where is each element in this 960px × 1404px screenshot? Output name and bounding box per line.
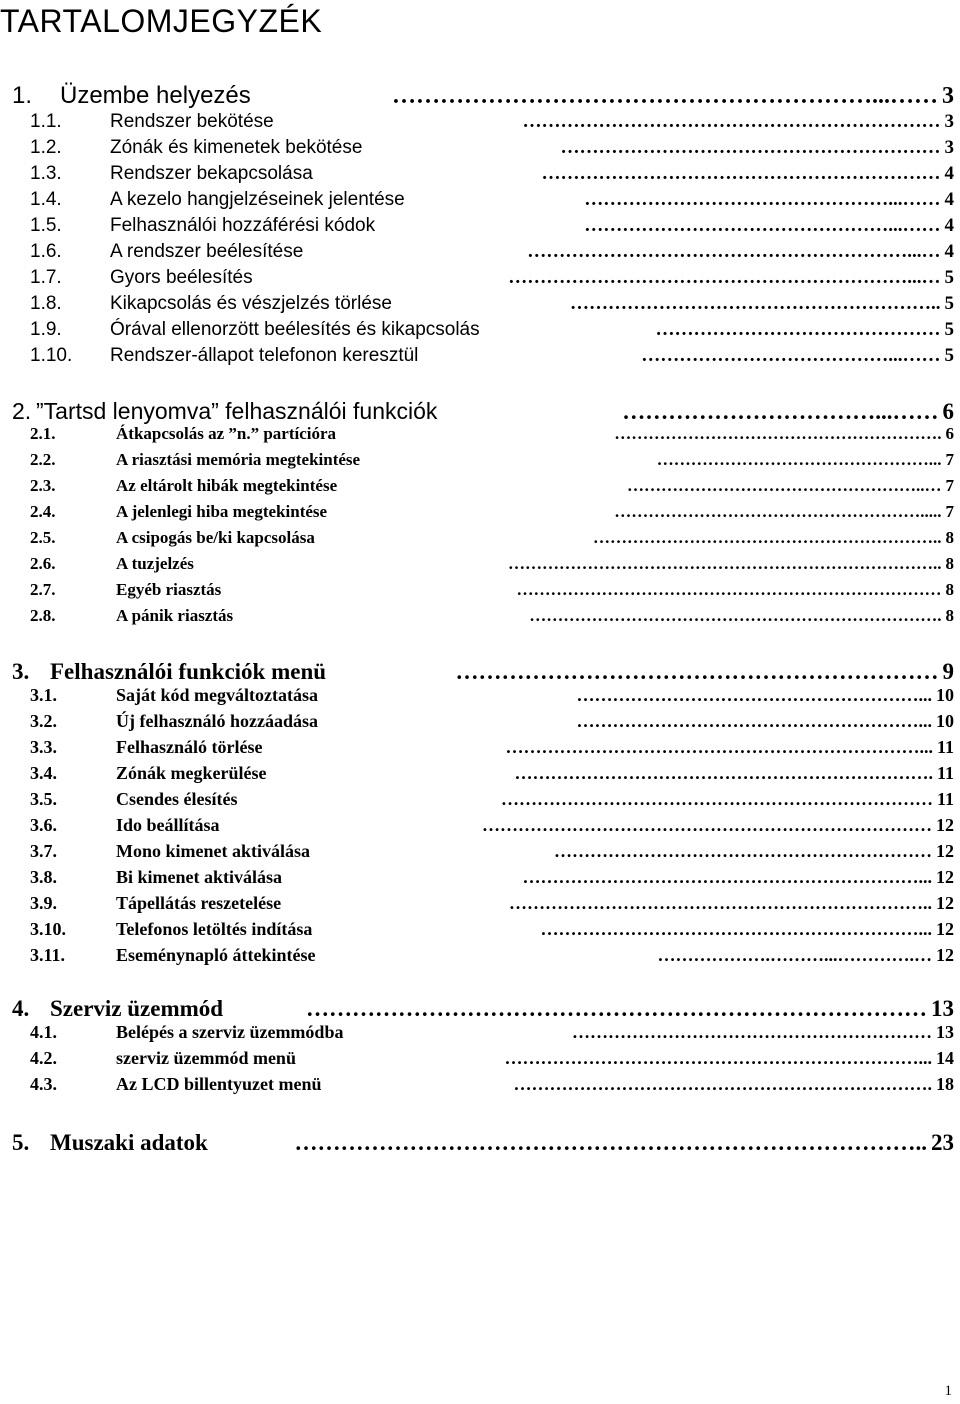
- toc-entry-title: A kezelo hangjelzéseinek jelentése: [110, 189, 405, 210]
- toc-entry-number: 1.8.: [30, 293, 62, 314]
- page-number: 1: [944, 1383, 952, 1399]
- toc-entry-title: Telefonos letöltés indítása: [116, 919, 313, 939]
- toc-leader-dots: ………………………………………………………………………..: [294, 1130, 927, 1155]
- toc-leader-dots: …………………………………………………...: [576, 685, 932, 705]
- toc-leader-dots: ………………………………………: [655, 319, 941, 340]
- toc-leader-dots: ……………………………………………………...……: [392, 83, 938, 109]
- toc-leader-dots: …………………………………………………………...: [522, 867, 932, 887]
- toc-entry-number: 1.10.: [30, 345, 73, 366]
- toc-entry-title: Rendszer-állapot telefonon keresztül: [110, 345, 419, 366]
- toc-entry-page: 11: [936, 763, 954, 783]
- toc-leader-dots: ………………………………………………………...…: [508, 267, 941, 288]
- toc-leader-dots: ……………………………………………………..: [593, 528, 942, 547]
- toc-entry-number: 3.: [12, 659, 30, 684]
- toc-entry-title: A tuzjelzés: [116, 554, 194, 573]
- toc-entry-page: 6: [942, 399, 954, 424]
- toc-entry-page: 7: [945, 502, 954, 521]
- toc-leader-dots: …………………………………………………………………..: [508, 554, 942, 573]
- toc-entry-number: 3.9.: [30, 893, 57, 913]
- toc-entry-page: 4: [944, 241, 954, 262]
- toc-entry-title: Új felhasználó hozzáadása: [116, 711, 318, 731]
- toc-entry-page: 5: [944, 267, 954, 288]
- toc-entry: [30, 919, 954, 940]
- toc-leader-dots: ………………………………………………………...: [540, 919, 932, 939]
- toc-entry: [30, 319, 954, 341]
- toc-entry: [30, 841, 954, 862]
- toc-entry-number: 3.7.: [30, 841, 57, 861]
- toc-entry: [30, 867, 954, 888]
- toc-entry-number: 2.5.: [30, 528, 56, 547]
- toc-entry-number: 1.3.: [30, 163, 62, 184]
- toc-entry-number: 3.11.: [30, 945, 66, 965]
- toc-entry-page: 8: [945, 528, 954, 547]
- toc-entry-title: Belépés a szerviz üzemmódba: [116, 1022, 344, 1042]
- toc-entry-number: 4.1.: [30, 1022, 57, 1042]
- toc-entry: [30, 476, 954, 496]
- toc-leader-dots: ………………………………………………….: [614, 424, 942, 443]
- toc-entry-page: 12: [936, 893, 954, 913]
- toc-entry-number: 2.8.: [30, 606, 56, 625]
- toc-entry: [30, 789, 954, 810]
- toc-entry-number: 3.3.: [30, 737, 57, 757]
- toc-entry-number: 1.7.: [30, 267, 62, 288]
- toc-entry-title: Zónák és kimenetek bekötése: [110, 137, 363, 158]
- toc-leader-dots: ……………………………………………………………..: [509, 893, 932, 913]
- toc-entry-number: 2.4.: [30, 502, 56, 521]
- toc-entry-title: Üzembe helyezés: [60, 82, 251, 109]
- toc-entry-number: 3.1.: [30, 685, 57, 705]
- toc-entry-title: A rendszer beélesítése: [110, 241, 304, 262]
- toc-leader-dots: ……………………………………………………………….: [529, 606, 942, 625]
- toc-leader-dots: ………………………………………………………………: [500, 789, 933, 809]
- toc-entry-number: 2.6.: [30, 554, 56, 573]
- toc-entry-page: 5: [944, 345, 954, 366]
- toc-entry: [30, 1074, 954, 1095]
- toc-entry: [30, 763, 954, 784]
- toc-entry-page: 3: [944, 137, 954, 158]
- toc-entry-title: Mono kimenet aktiválása: [116, 841, 311, 861]
- toc-entry: [30, 1048, 954, 1069]
- toc-entry: [30, 554, 954, 574]
- toc-leader-dots: …………………………………………………………………: [482, 815, 932, 835]
- toc-entry-title: Muszaki adatok: [50, 1130, 208, 1155]
- toc-entry: [30, 502, 954, 522]
- toc-entry-number: 2.7.: [30, 580, 56, 599]
- toc-entry-title: Az LCD billentyuzet menü: [116, 1074, 322, 1094]
- toc-entry-page: 11: [936, 737, 954, 757]
- toc-entry-number: 1.2.: [30, 137, 62, 158]
- toc-leader-dots: ……………………………………………………: [560, 137, 941, 158]
- toc-entry-number: 3.4.: [30, 763, 57, 783]
- toc-entry-page: 12: [936, 867, 954, 887]
- toc-leader-dots: ………………………………………………………: [554, 841, 932, 861]
- page-title: TARTALOMJEGYZÉK: [0, 3, 323, 39]
- toc-entry: [30, 893, 954, 914]
- toc-entry: [12, 398, 954, 425]
- toc-leader-dots: ………………………………………………………………………: [306, 996, 927, 1021]
- toc-leader-dots: ……………….………...………….…: [657, 945, 932, 965]
- toc-entry: [12, 1130, 954, 1156]
- toc-entry: [30, 189, 954, 211]
- toc-entry: [12, 659, 954, 685]
- toc-entry-title: Eseménynapló áttekintése: [116, 945, 316, 965]
- toc-entry: [30, 580, 954, 600]
- toc-entry-title: szerviz üzemmód menü: [116, 1048, 296, 1068]
- toc-leader-dots: ………………………………………………………: [455, 659, 939, 684]
- toc-entry-page: 23: [931, 1130, 954, 1155]
- toc-entry-page: 6: [945, 424, 954, 443]
- toc-entry-page: 8: [945, 580, 954, 599]
- toc-leader-dots: ……………………………………………………………...: [505, 737, 933, 757]
- toc-leader-dots: ………………………………………………………: [541, 163, 941, 184]
- toc-entry-page: 8: [945, 554, 954, 573]
- toc-entry-number: 2.1.: [30, 424, 56, 443]
- toc-entry-title: ”Tartsd lenyomva” felhasználói funkciók: [36, 398, 438, 424]
- toc-entry-page: 7: [945, 450, 954, 469]
- toc-entry-number: 4.3.: [30, 1074, 57, 1094]
- toc-leader-dots: …………………………………………...……: [584, 189, 941, 210]
- toc-entry-number: 4.: [12, 996, 30, 1021]
- toc-entry-number: 3.8.: [30, 867, 57, 887]
- toc-entry-title: Felhasználói hozzáférési kódok: [110, 215, 376, 236]
- toc-entry-title: A riasztási memória megtekintése: [116, 450, 361, 469]
- toc-entry: [30, 267, 954, 289]
- toc-leader-dots: ……………………………………………………: [572, 1022, 932, 1042]
- toc-entry: [30, 293, 954, 315]
- toc-entry: [30, 606, 954, 626]
- toc-entry-number: 3.2.: [30, 711, 57, 731]
- toc-entry: [30, 737, 954, 758]
- toc-entry-page: 18: [936, 1074, 954, 1094]
- toc-entry-title: Kikapcsolás és vészjelzés törlése: [110, 293, 392, 314]
- toc-entry-number: 3.10.: [30, 919, 66, 939]
- toc-entry: [30, 1022, 954, 1043]
- toc-entry-title: Zónák megkerülése: [116, 763, 267, 783]
- toc-entry-title: Bi kimenet aktiválása: [116, 867, 283, 887]
- toc-entry-number: 3.5.: [30, 789, 57, 809]
- toc-entry-page: 4: [944, 215, 954, 236]
- toc-entry-page: 10: [936, 711, 954, 731]
- toc-leader-dots: …………………………………………...: [656, 450, 942, 469]
- toc-leader-dots: ……………………………………………….....: [614, 502, 942, 521]
- toc-leader-dots: …………………………………………………………………: [516, 580, 942, 599]
- toc-leader-dots: …………………………………………………………….: [513, 1074, 932, 1094]
- toc-entry-page: 10: [936, 685, 954, 705]
- toc-entry-page: 12: [936, 841, 954, 861]
- toc-entry-number: 1.6.: [30, 241, 62, 262]
- toc-entry-page: 12: [936, 815, 954, 835]
- toc-entry: [30, 945, 954, 966]
- toc-entry: [30, 111, 954, 133]
- toc-entry-page: 11: [936, 789, 954, 809]
- toc-entry-title: A pánik riasztás: [116, 606, 234, 625]
- toc-entry: [30, 241, 954, 263]
- toc-entry: [12, 996, 954, 1022]
- toc-leader-dots: …………………………………………………………: [522, 111, 941, 132]
- toc-entry-page: 7: [945, 476, 954, 495]
- toc-entry-number: 4.2.: [30, 1048, 57, 1068]
- toc-leader-dots: …………………………………………………...: [576, 711, 932, 731]
- toc-entry: [30, 450, 954, 470]
- toc-entry: [30, 345, 954, 367]
- toc-leader-dots: ……………………………...……: [622, 399, 939, 424]
- toc-entry-number: 2.3.: [30, 476, 56, 495]
- toc-entry-title: Csendes élesítés: [116, 789, 238, 809]
- toc-entry-page: 3: [944, 111, 954, 132]
- toc-entry-title: Ido beállítása: [116, 815, 220, 835]
- toc-entry-title: Szerviz üzemmód: [50, 996, 224, 1021]
- toc-leader-dots: …………………………………………...……: [584, 215, 941, 236]
- toc-entry-page: 3: [942, 83, 954, 109]
- toc-entry-number: 1.: [12, 82, 33, 109]
- toc-entry: [30, 685, 954, 706]
- toc-entry-title: Gyors beélesítés: [110, 267, 253, 288]
- toc-entry-number: 1.5.: [30, 215, 62, 236]
- toc-entry-page: 8: [945, 606, 954, 625]
- toc-entry-page: 13: [931, 996, 954, 1021]
- toc-entry: [30, 528, 954, 548]
- toc-entry: [30, 815, 954, 836]
- toc-entry: [30, 215, 954, 237]
- toc-entry-page: 4: [944, 189, 954, 210]
- toc-entry-title: Rendszer bekötése: [110, 111, 274, 132]
- toc-entry-number: 2.: [12, 398, 32, 424]
- toc-entry-title: A csipogás be/ki kapcsolása: [116, 528, 315, 547]
- toc-entry: [30, 424, 954, 444]
- toc-entry-page: 12: [936, 919, 954, 939]
- toc-entry-number: 3.6.: [30, 815, 57, 835]
- toc-entry-title: Rendszer bekapcsolása: [110, 163, 313, 184]
- toc-entry-title: Tápellátás reszetelése: [116, 893, 282, 913]
- toc-entry-page: 5: [944, 319, 954, 340]
- toc-entry-page: 5: [944, 293, 954, 314]
- toc-entry-number: 2.2.: [30, 450, 56, 469]
- toc-entry-title: Egyéb riasztás: [116, 580, 222, 599]
- toc-entry-number: 5.: [12, 1130, 30, 1155]
- toc-entry: [30, 137, 954, 159]
- toc-entry-page: 9: [942, 659, 954, 684]
- toc-leader-dots: …………………………………...……: [641, 345, 941, 366]
- toc-entry: [30, 711, 954, 732]
- toc-entry: [30, 163, 954, 185]
- toc-leader-dots: ……………………………………………………...…: [527, 241, 941, 262]
- toc-leader-dots: …………………………………………………………….: [514, 763, 933, 783]
- toc-entry-title: Saját kód megváltoztatása: [116, 685, 318, 705]
- toc-leader-dots: ……………………………………………..…: [627, 476, 942, 495]
- toc-entry-title: A jelenlegi hiba megtekintése: [116, 502, 328, 521]
- toc-leader-dots: ……………………………………………………………...: [504, 1048, 932, 1068]
- toc-entry-page: 14: [936, 1048, 954, 1068]
- toc-entry-title: Az eltárolt hibák megtekintése: [116, 476, 338, 495]
- toc-entry-page: 4: [944, 163, 954, 184]
- toc-entry-number: 1.9.: [30, 319, 62, 340]
- toc-entry-number: 1.4.: [30, 189, 62, 210]
- toc-entry-page: 12: [936, 945, 954, 965]
- toc-entry-title: Felhasználói funkciók menü: [50, 659, 327, 684]
- toc-entry-number: 1.1.: [30, 111, 62, 132]
- toc-leader-dots: …………………………………………………..: [570, 293, 941, 314]
- toc-entry-title: Felhasználó törlése: [116, 737, 263, 757]
- toc-entry-title: Órával ellenorzött beélesítés és kikapcsolás: [110, 319, 480, 340]
- toc-entry: [12, 82, 954, 110]
- toc-entry-page: 13: [936, 1022, 954, 1042]
- toc-entry-title: Átkapcsolás az ”n.” partícióra: [116, 424, 337, 443]
